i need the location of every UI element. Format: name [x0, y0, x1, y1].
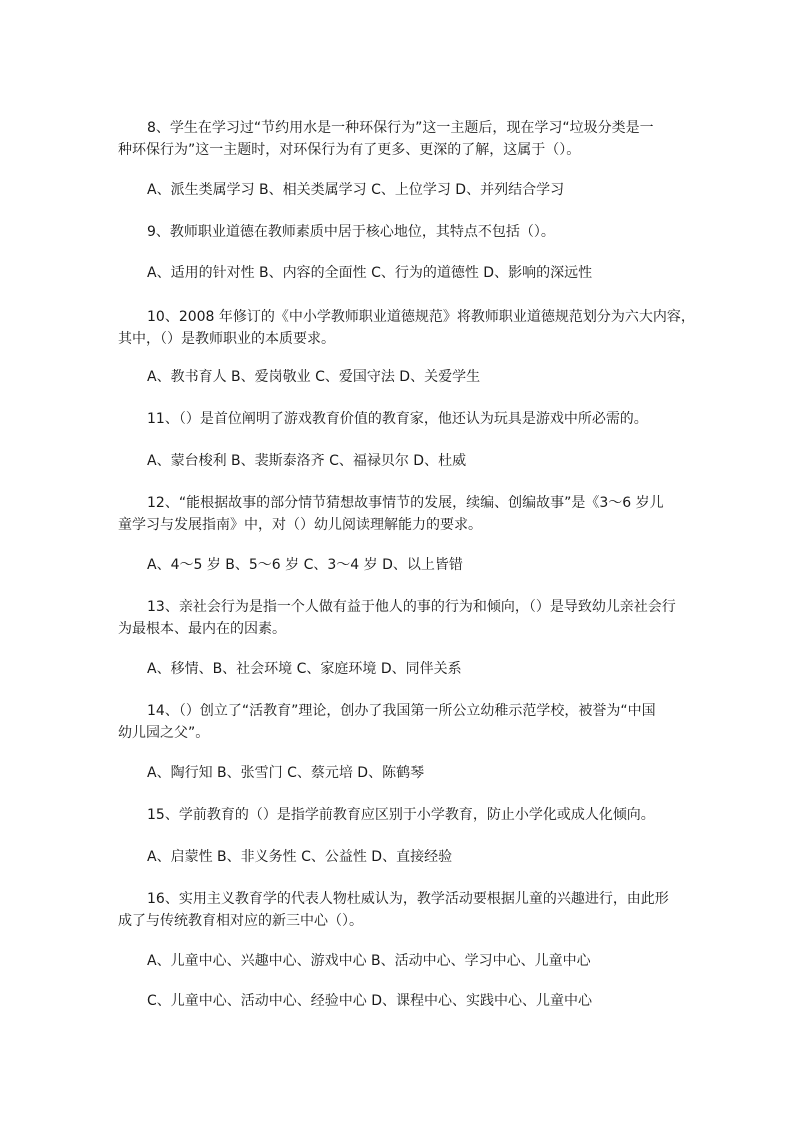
text-line: 幼儿园之父”。: [118, 725, 210, 741]
text-line: A、适用的针对性 B、内容的全面性 C、行为的道德性 D、影响的深远性: [147, 265, 593, 281]
text-line: A、启蒙性 B、非义务性 C、公益性 D、直接经验: [147, 849, 453, 865]
answer-options: [118, 262, 678, 284]
answer-options: [118, 450, 678, 472]
question-text: [118, 117, 678, 161]
text-line: 种环保行为”这一主题时，对环保行为有了更多、更深的了解，这属于（）。: [118, 142, 581, 158]
text-line: 为最根本、最内在的因素。: [118, 621, 286, 637]
text-line: 16、实用主义教育学的代表人物杜威认为，教学活动要根据儿童的兴趣进行，由此形: [147, 891, 669, 907]
text-line: A、4～5 岁 B、5～6 岁 C、3～4 岁 D、以上皆错: [147, 557, 463, 573]
text-line: A、移情、B、社会环境 C、家庭环境 D、同伴关系: [147, 661, 462, 677]
text-line: C、儿童中心、活动中心、经验中心 D、课程中心、实践中心、儿童中心: [147, 993, 593, 1009]
answer-options: [118, 990, 678, 1012]
text-line: A、儿童中心、兴趣中心、游戏中心 B、活动中心、学习中心、儿童中心: [147, 953, 591, 969]
text-line: 8、学生在学习过“节约用水是一种环保行为”这一主题后，现在学习“垃圾分类是一: [147, 120, 654, 136]
text-line: 15、学前教育的（）是指学前教育应区别于小学教育，防止小学化或成人化倾向。: [147, 807, 655, 823]
text-line: 其中，（）是教师职业的本质要求。: [118, 331, 335, 347]
text-line: 14、（）创立了“活教育”理论，创办了我国第一所公立幼稚示范学校，被誉为“中国: [147, 703, 656, 719]
question-text: [118, 804, 678, 826]
text-line: A、陶行知 B、张雪门 C、蔡元培 D、陈鹤琴: [147, 765, 425, 781]
text-line: 10、2008 年修订的《中小学教师职业道德规范》将教师职业道德规范划分为六大内容，: [147, 309, 695, 325]
text-line: 13、亲社会行为是指一个人做有益于他人的事的行为和倾向，（）是导致幼儿亲社会行: [147, 599, 676, 615]
answer-options: [118, 658, 678, 680]
question-text: [118, 492, 678, 536]
question-text: [118, 700, 678, 744]
text-line: A、派生类属学习 B、相关类属学习 C、上位学习 D、并列结合学习: [147, 182, 565, 198]
text-line: A、蒙台梭利 B、裴斯泰洛齐 C、福禄贝尔 D、杜威: [147, 453, 467, 469]
question-text: [118, 596, 678, 640]
answer-options: [118, 554, 678, 576]
text-line: 11、（）是首位阐明了游戏教育价值的教育家，他还认为玩具是游戏中所必需的。: [147, 411, 648, 427]
answer-options: [118, 179, 678, 201]
answer-options: [118, 846, 678, 868]
text-line: 童学习与发展指南》中，对（）幼儿阅读理解能力的要求。: [118, 517, 482, 533]
question-text: [118, 221, 678, 243]
text-line: 9、教师职业道德在教师素质中居于核心地位，其特点不包括（）。: [147, 224, 555, 240]
text-line: 12、“能根据故事的部分情节猜想故事情节的发展，续编、创编故事”是《3～6 岁儿: [147, 495, 664, 511]
answer-options: [118, 366, 678, 388]
text-line: A、教书育人 B、爱岗敬业 C、爱国守法 D、关爱学生: [147, 369, 481, 385]
text-line: 成了与传统教育相对应的新三中心（）。: [118, 913, 363, 929]
question-text: [118, 408, 678, 430]
question-text: [118, 888, 678, 932]
question-text: [118, 306, 695, 350]
answer-options: [118, 762, 678, 784]
answer-options: [118, 950, 678, 972]
